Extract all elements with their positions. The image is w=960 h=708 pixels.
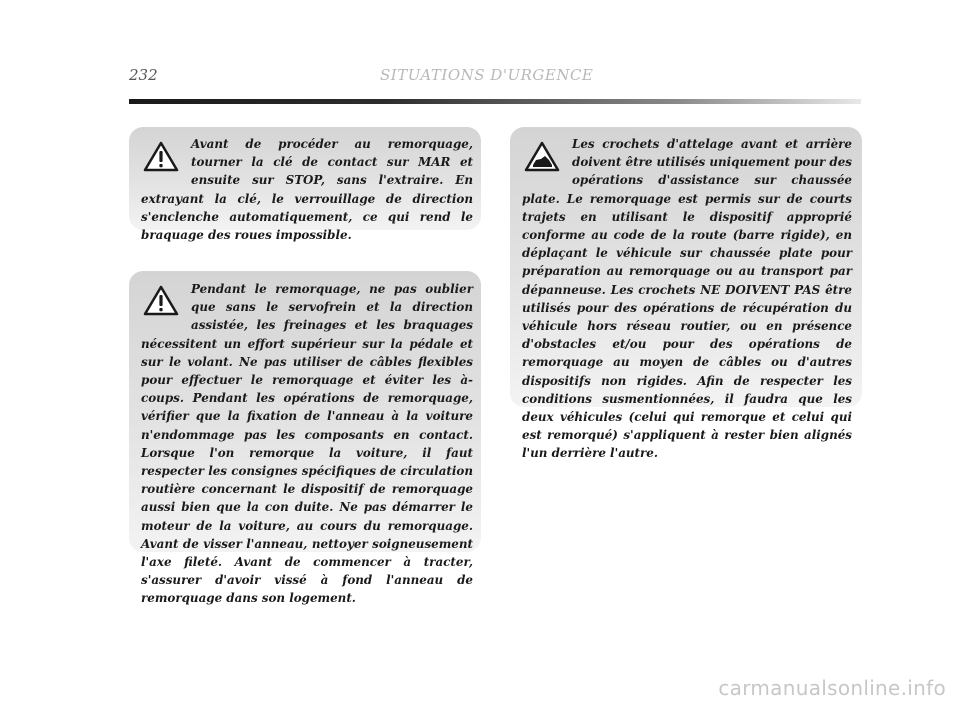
watermark: carmanualsonline.info [718,676,946,700]
section-title: SITUATIONS D'URGENCE [380,66,594,84]
warning-text: Avant de procéder au remorquage, tourner la clé de contact sur MAR et ensuite sur STOP, sans l'extraire. En extrayant la clé, le verrouillage de direction s'enclenche automatiquement, ce qui rend le braquage des roues impossible. [141,137,473,243]
warning-box-hooks [510,127,862,461]
warning-box-towing [129,271,481,606]
warning-box-steering-lock [129,127,481,243]
page-number: 232 [129,66,158,84]
warning-text: Les crochets d'attelage avant et arrière doivent être utilisés uniquement pour des opérations d'assistance sur chaussée plate. Le remorquage est permis sur de courts trajets en utilisant le dispositif approprié conforme au code de la route (barre rigide), en déplaçant le véhicule sur chaussée plate pour préparation au remorquage ou au transport par dépanneuse. Les crochets NE DOIVENT PAS être utilisés pour des opérations de récupération du véhicule hors réseau routier, ou en présence d'obstacles et/ou pour des opérations de remorquage au moyen de câbles ou d'autres dispositifs non rigides. Afin de respecter les conditions susmentionnées, il faudra que les deux véhicules (celui qui remorque et celui qui est remorqué) s'appliquent à rester bien alignés l'un derrière l'autre. [522,137,852,461]
warning-text: Pendant le remorquage, ne pas oublier que sans le servofrein et la direction assistée, les freinages et les braquages nécessitent un effort supérieur sur la pédale et sur le volant. Ne pas utiliser de câbles flexibles pour effectuer le remorquage et éviter les à-coups. Pendant les opérations de remorquage, vérifier que la fixation de l'anneau à la voiture n'endommage pas les composants en contact. Lorsque l'on remorque la voiture, il faut respecter les consignes spécifiques de circulation routière concernant le dispositif de remorquage aussi bien que la con duite. Ne pas démarrer le moteur de la voiture, au cours du remorquage. Avant de visser l'anneau, nettoyer soigneusement l'axe fileté. Avant de commencer à tracter, s'assurer d'avoir vissé à fond l'anneau de remorquage dans son logement. [141,282,473,606]
header-rule [129,99,861,104]
